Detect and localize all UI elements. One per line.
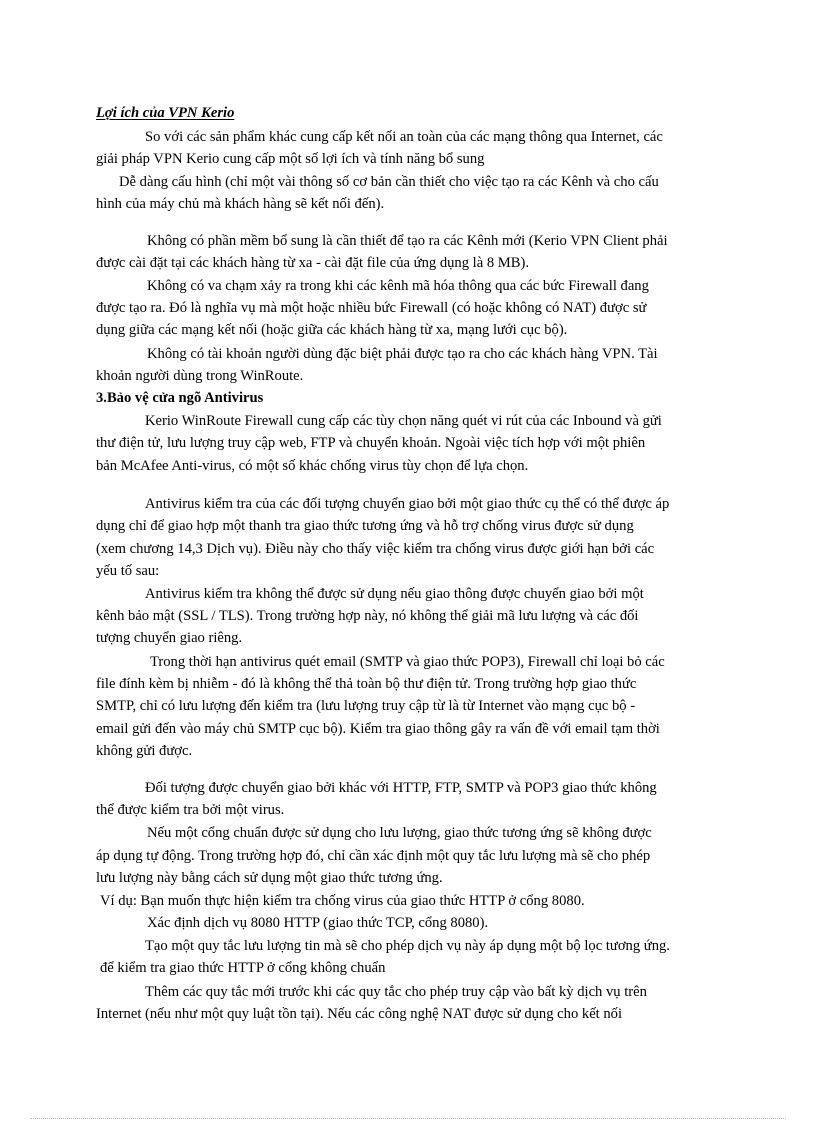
paragraph-line: Antivirus kiểm tra không thể được sử dụng nếu giao thông được chuyển giao bởi một xyxy=(145,586,644,602)
paragraph-line: (xem chương 14,3 Dịch vụ). Điều này cho thấy việc kiểm tra chống virus được giới hạn bởi các xyxy=(96,541,655,557)
paragraph-line: email gửi đến vào máy chủ SMTP cục bộ). Kiểm tra giao thông gây ra vấn đề với email tạm thời xyxy=(96,721,660,737)
paragraph-line: Không có phần mềm bổ sung là cần thiết để tạo ra các Kênh mới (Kerio VPN Client phải xyxy=(147,233,668,249)
paragraph-line: yếu tố sau: xyxy=(96,563,160,579)
step-line: Xác định dịch vụ 8080 HTTP (giao thức TCP, cổng 8080). xyxy=(147,915,489,931)
paragraph-line: tượng chuyển giao riêng. xyxy=(96,630,243,646)
paragraph-line: Không có tài khoản người dùng đặc biệt phải được tạo ra cho các khách hàng VPN. Tài xyxy=(147,346,658,362)
paragraph-line: được cài đặt tại các khách hàng từ xa - cài đặt file của ứng dụng là 8 MB). xyxy=(96,255,530,271)
paragraph-line: áp dụng tự động. Trong trường hợp đó, chỉ cần xác định một quy tắc lưu lượng mà sẽ cho phép xyxy=(96,848,651,864)
step-line: Internet (nếu như một quy luật tồn tại). Nếu các công nghệ NAT được sử dụng cho kết nối xyxy=(96,1006,623,1022)
step-line: Tạo một quy tắc lưu lượng tin mà sẽ cho phép dịch vụ này áp dụng một bộ lọc tương ứng. xyxy=(145,938,670,954)
paragraph-line: Đối tượng được chuyển giao bởi khác với HTTP, FTP, SMTP và POP3 giao thức không xyxy=(145,780,657,796)
section-heading-vpn-benefits: Lợi ích của VPN Kerio xyxy=(96,105,235,121)
paragraph-line: dụng giữa các mạng kết nối (hoặc giữa các khách hàng từ xa, mạng lưới cục bộ). xyxy=(96,322,568,338)
paragraph-line: lưu lượng này bằng cách sử dụng một giao thức tương ứng. xyxy=(96,870,443,886)
paragraph-line: Trong thời hạn antivirus quét email (SMTP và giao thức POP3), Firewall chỉ loại bỏ các xyxy=(150,654,665,670)
paragraph-line: thể được kiểm tra bởi một virus. xyxy=(96,802,285,818)
example-line: Ví dụ: Bạn muốn thực hiện kiểm tra chống virus của giao thức HTTP ở cổng 8080. xyxy=(100,893,585,909)
paragraph-line: Không có va chạm xảy ra trong khi các kênh mã hóa thông qua các bức Firewall đang xyxy=(147,278,649,294)
paragraph-line: hình của máy chủ mà khách hàng sẽ kết nối đến). xyxy=(96,196,385,212)
paragraph-line: Dễ dàng cấu hình (chỉ một vài thông số cơ bản cần thiết cho việc tạo ra các Kênh và cho cấu xyxy=(119,174,659,190)
paragraph-line: kênh bảo mật (SSL / TLS). Trong trường hợp này, nó không thể giải mã lưu lượng và các đối xyxy=(96,608,639,624)
paragraph-line: SMTP, chỉ có lưu lượng đến kiểm tra (lưu lượng truy cập từ là từ Internet vào mạng cục bộ - xyxy=(96,698,636,714)
paragraph-line: bản McAfee Anti-virus, có một số khác chống virus tùy chọn để lựa chọn. xyxy=(96,458,529,474)
paragraph-line: Nếu một cổng chuẩn được sử dụng cho lưu lượng, giao thức tương ứng sẽ không được xyxy=(147,825,652,841)
paragraph-line: Kerio WinRoute Firewall cung cấp các tùy chọn năng quét vi rút của các Inbound và gửi xyxy=(145,413,662,429)
step-line: để kiểm tra giao thức HTTP ở cổng không chuẩn xyxy=(100,960,386,976)
step-line: Thêm các quy tắc mới trước khi các quy tắc cho phép truy cập vào bất kỳ dịch vụ trên xyxy=(145,984,647,1000)
paragraph-line: khoản người dùng trong WinRoute. xyxy=(96,368,304,384)
paragraph-line: file đính kèm bị nhiễm - đó là không thể thả toàn bộ thư điện tử. Trong trường hợp giao thức xyxy=(96,676,637,692)
section-heading-antivirus: 3.Bảo vệ cửa ngõ Antivirus xyxy=(96,390,264,406)
paragraph-line: dụng chỉ để giao hợp một thanh tra giao thức tương ứng và hỗ trợ chống virus được sử dụng xyxy=(96,518,634,534)
paragraph-line: Antivirus kiểm tra của các đối tượng chuyển giao bởi một giao thức cụ thể có thể được áp xyxy=(145,496,670,512)
paragraph-line: không gửi được. xyxy=(96,743,193,759)
footer-dotted-rule xyxy=(30,1118,786,1119)
paragraph-line: So với các sản phẩm khác cung cấp kết nối an toàn của các mạng thông qua Internet, các xyxy=(145,129,663,145)
paragraph-line: giải pháp VPN Kerio cung cấp một số lợi ích và tính năng bổ sung xyxy=(96,151,485,167)
paragraph-line: được tạo ra. Đó là nghĩa vụ mà một hoặc nhiều bức Firewall (có hoặc không có NAT) được sử xyxy=(96,300,647,316)
paragraph-line: thư điện tử, lưu lượng truy cập web, FTP và chuyển khoản. Ngoài việc tích hợp với một phiên xyxy=(96,435,646,451)
